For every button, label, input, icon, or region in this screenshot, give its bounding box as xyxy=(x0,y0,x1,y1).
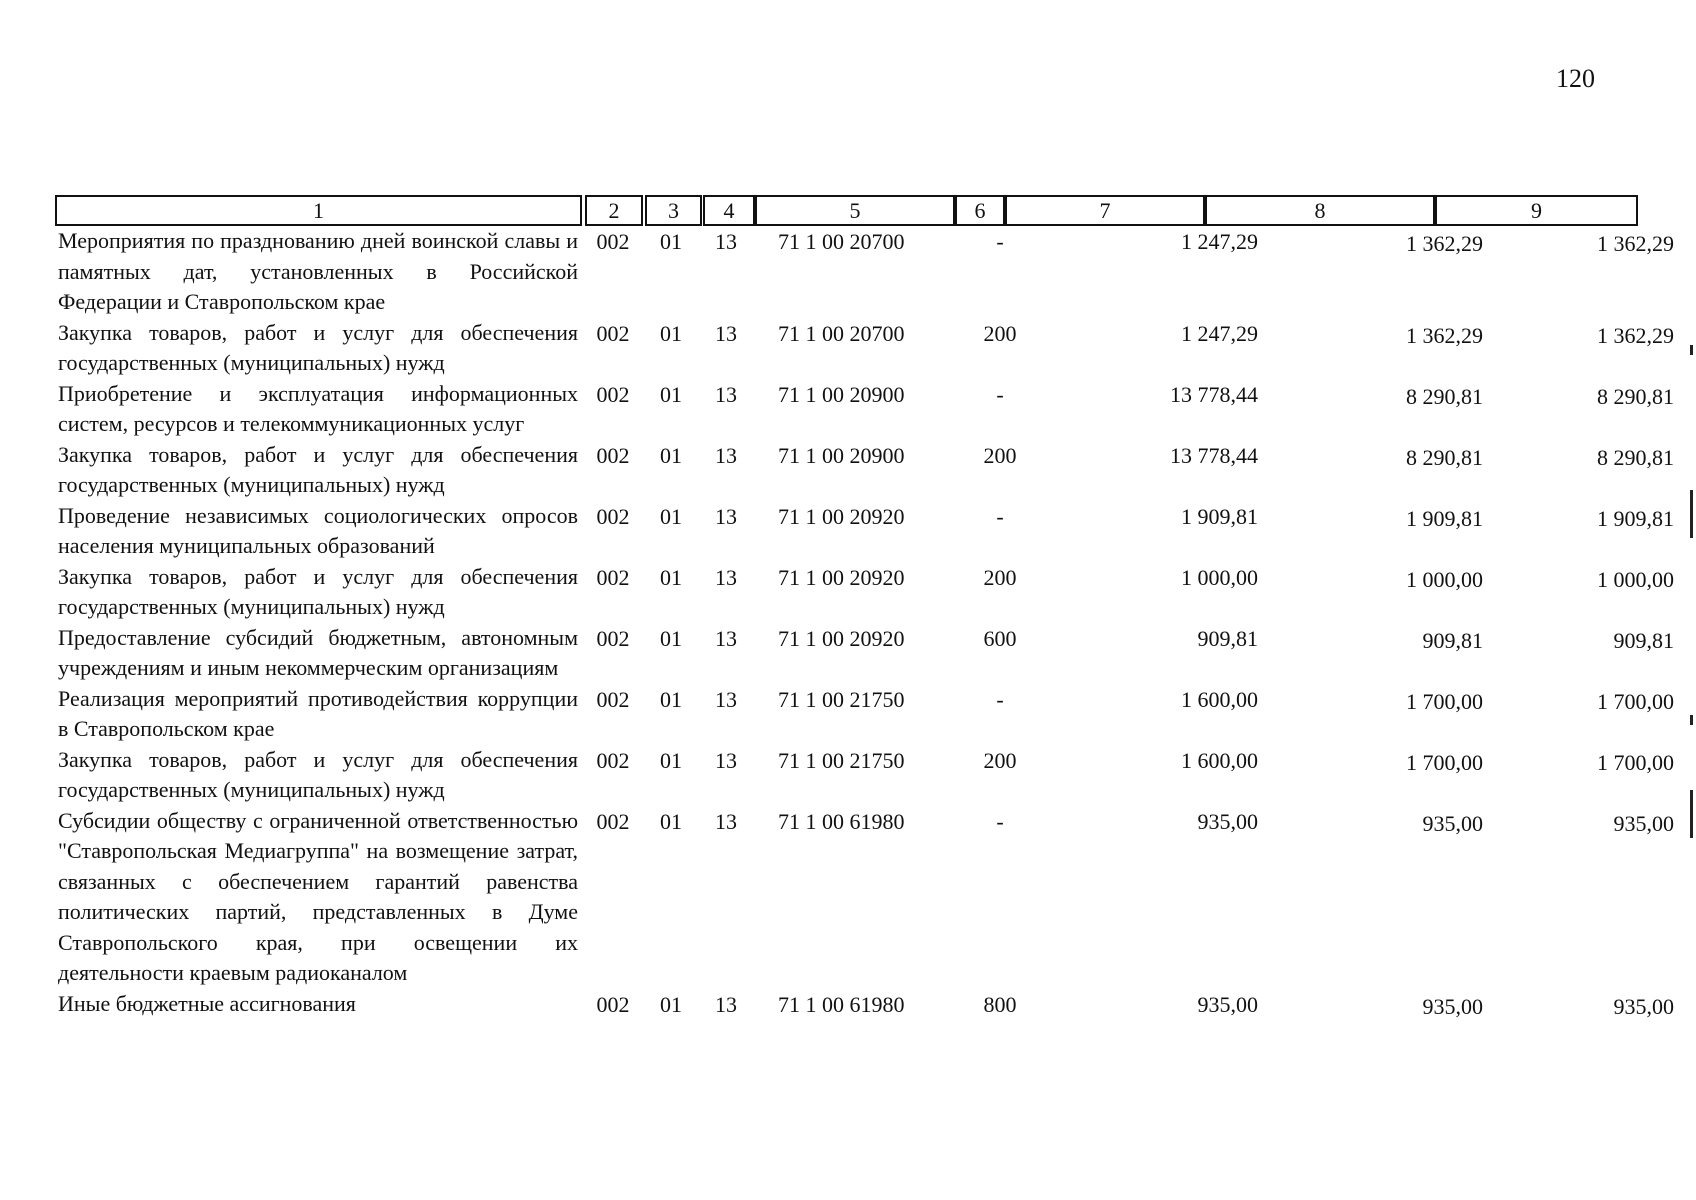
header-col-6: 6 xyxy=(955,195,1005,226)
col-7-value: 1 600,00 xyxy=(1181,686,1258,712)
col-4-value: 13 xyxy=(715,564,737,590)
col-3-value: 01 xyxy=(660,229,682,254)
table-body xyxy=(58,226,1674,1019)
header-col-2: 2 xyxy=(585,195,643,226)
header-col-4: 4 xyxy=(703,195,755,226)
col-5-value: 71 1 00 21750 xyxy=(778,686,905,712)
col-4-value: 13 xyxy=(715,320,737,346)
col-9-value: 8 290,81 xyxy=(1597,383,1674,409)
col-8-value: 1 362,29 xyxy=(1406,231,1483,256)
col-6-value: - xyxy=(996,503,1004,529)
row-description: Мероприятия по празднованию дней воинской славы и памятных дат, установленных в Российской Федерации и Ставропольском крае xyxy=(58,228,578,314)
col-7-value: 1 247,29 xyxy=(1181,229,1258,254)
col-3-value: 01 xyxy=(660,503,682,529)
col-4-value: 13 xyxy=(715,808,737,834)
table-row xyxy=(58,226,1674,318)
col-2-value: 002 xyxy=(596,229,630,254)
col-5-value: 71 1 00 20900 xyxy=(778,381,905,407)
col-9-value: 1 000,00 xyxy=(1597,566,1674,592)
header-col-3: 3 xyxy=(645,195,702,226)
col-3-value: 01 xyxy=(660,442,682,468)
header-col-8: 8 xyxy=(1205,195,1435,226)
col-5-value: 71 1 00 20920 xyxy=(778,503,905,529)
row-description: Закупка товаров, работ и услуг для обеспечения государственных (муниципальных) нужд xyxy=(58,563,578,619)
col-6-value: - xyxy=(996,229,1004,254)
table-header-row xyxy=(55,195,1638,228)
col-3-value: 01 xyxy=(660,991,682,1017)
col-2-value: 002 xyxy=(596,320,630,346)
col-3-value: 01 xyxy=(660,320,682,346)
header-col-1: 1 xyxy=(55,195,582,226)
col-8-value: 1 700,00 xyxy=(1406,749,1483,775)
row-description: Иные бюджетные ассигнования xyxy=(58,990,356,1016)
col-8-value: 8 290,81 xyxy=(1406,444,1483,470)
col-3-value: 01 xyxy=(660,686,682,712)
col-6-value: 200 xyxy=(983,564,1017,590)
col-9-value: 1 700,00 xyxy=(1597,688,1674,714)
col-8-value: 1 000,00 xyxy=(1406,566,1483,592)
table-row xyxy=(58,806,1674,989)
scan-artifact xyxy=(1690,345,1693,355)
col-3-value: 01 xyxy=(660,747,682,773)
table-row xyxy=(58,501,1674,562)
col-3-value: 01 xyxy=(660,625,682,651)
col-7-value: 1 909,81 xyxy=(1181,503,1258,529)
row-description: Субсидии обществу с ограниченной ответственностью "Ставропольская Медиагруппа" на возмещение затрат, связанных с обеспечением гарантий равенства политических партий, представленных в Думе Ставропольского края, при освещении их деятельности краевым радиоканалом xyxy=(58,807,578,985)
col-9-value: 8 290,81 xyxy=(1597,444,1674,470)
col-5-value: 71 1 00 21750 xyxy=(778,747,905,773)
col-8-value: 1 362,29 xyxy=(1406,322,1483,348)
col-2-value: 002 xyxy=(596,686,630,712)
table-row xyxy=(58,379,1674,440)
header-col-7: 7 xyxy=(1005,195,1205,226)
col-4-value: 13 xyxy=(715,625,737,651)
col-7-value: 1 000,00 xyxy=(1181,564,1258,590)
row-description: Приобретение и эксплуатация информационных систем, ресурсов и телекоммуникационных услуг xyxy=(58,380,578,436)
row-description: Предоставление субсидий бюджетным, автономным учреждениям и иным некоммерческим организациям xyxy=(58,624,578,680)
col-8-value: 1 909,81 xyxy=(1406,505,1483,531)
col-7-value: 935,00 xyxy=(1197,808,1258,834)
col-4-value: 13 xyxy=(715,381,737,407)
table-row xyxy=(58,623,1674,684)
col-5-value: 71 1 00 61980 xyxy=(778,808,905,834)
col-4-value: 13 xyxy=(715,686,737,712)
col-4-value: 13 xyxy=(715,442,737,468)
scan-artifact xyxy=(1690,715,1693,725)
col-9-value: 1 362,29 xyxy=(1597,322,1674,348)
col-6-value: 200 xyxy=(983,442,1017,468)
table-row xyxy=(58,684,1674,745)
col-2-value: 002 xyxy=(596,564,630,590)
row-description: Проведение независимых социологических опросов населения муниципальных образований xyxy=(58,502,578,558)
col-3-value: 01 xyxy=(660,564,682,590)
col-9-value: 1 909,81 xyxy=(1597,505,1674,531)
col-9-value: 1 700,00 xyxy=(1597,749,1674,775)
col-2-value: 002 xyxy=(596,808,630,834)
col-3-value: 01 xyxy=(660,808,682,834)
col-4-value: 13 xyxy=(715,991,737,1017)
col-6-value: 800 xyxy=(983,991,1017,1017)
col-9-value: 935,00 xyxy=(1613,810,1674,836)
col-5-value: 71 1 00 20900 xyxy=(778,442,905,468)
col-7-value: 13 778,44 xyxy=(1170,442,1258,468)
col-3-value: 01 xyxy=(660,381,682,407)
col-8-value: 1 700,00 xyxy=(1406,688,1483,714)
table-row xyxy=(58,318,1674,379)
row-description: Закупка товаров, работ и услуг для обеспечения государственных (муниципальных) нужд xyxy=(58,319,578,375)
col-6-value: 200 xyxy=(983,747,1017,773)
col-9-value: 1 362,29 xyxy=(1597,231,1674,256)
col-2-value: 002 xyxy=(596,747,630,773)
col-9-value: 909,81 xyxy=(1613,627,1674,653)
col-6-value: - xyxy=(996,808,1004,834)
header-col-5: 5 xyxy=(755,195,955,226)
col-7-value: 935,00 xyxy=(1197,991,1258,1017)
row-description: Закупка товаров, работ и услуг для обеспечения государственных (муниципальных) нужд xyxy=(58,441,578,497)
col-4-value: 13 xyxy=(715,747,737,773)
table-row xyxy=(58,989,1674,1020)
col-8-value: 935,00 xyxy=(1422,810,1483,836)
col-6-value: 200 xyxy=(983,320,1017,346)
col-8-value: 8 290,81 xyxy=(1406,383,1483,409)
page-number: 120 xyxy=(1556,64,1595,93)
col-8-value: 935,00 xyxy=(1422,993,1483,1019)
header-col-9: 9 xyxy=(1435,195,1638,226)
col-5-value: 71 1 00 20700 xyxy=(778,320,905,346)
col-5-value: 71 1 00 20700 xyxy=(778,229,905,254)
col-6-value: - xyxy=(996,686,1004,712)
table-row xyxy=(58,440,1674,501)
table-row xyxy=(58,562,1674,623)
col-2-value: 002 xyxy=(596,625,630,651)
scan-artifact xyxy=(1690,790,1693,838)
col-2-value: 002 xyxy=(596,381,630,407)
col-9-value: 935,00 xyxy=(1613,993,1674,1019)
scan-artifact xyxy=(1690,490,1693,538)
row-description: Реализация мероприятий противодействия коррупции в Ставропольском крае xyxy=(58,685,578,741)
col-2-value: 002 xyxy=(596,991,630,1017)
col-7-value: 1 247,29 xyxy=(1181,320,1258,346)
col-2-value: 002 xyxy=(596,503,630,529)
col-5-value: 71 1 00 20920 xyxy=(778,564,905,590)
col-4-value: 13 xyxy=(715,503,737,529)
col-7-value: 909,81 xyxy=(1197,625,1258,651)
col-6-value: 600 xyxy=(983,625,1017,651)
col-7-value: 1 600,00 xyxy=(1181,747,1258,773)
col-8-value: 909,81 xyxy=(1422,627,1483,653)
col-2-value: 002 xyxy=(596,442,630,468)
row-description: Закупка товаров, работ и услуг для обеспечения государственных (муниципальных) нужд xyxy=(58,746,578,802)
table-row xyxy=(58,745,1674,806)
col-5-value: 71 1 00 61980 xyxy=(778,991,905,1017)
col-4-value: 13 xyxy=(715,229,737,254)
col-7-value: 13 778,44 xyxy=(1170,381,1258,407)
col-6-value: - xyxy=(996,381,1004,407)
col-5-value: 71 1 00 20920 xyxy=(778,625,905,651)
